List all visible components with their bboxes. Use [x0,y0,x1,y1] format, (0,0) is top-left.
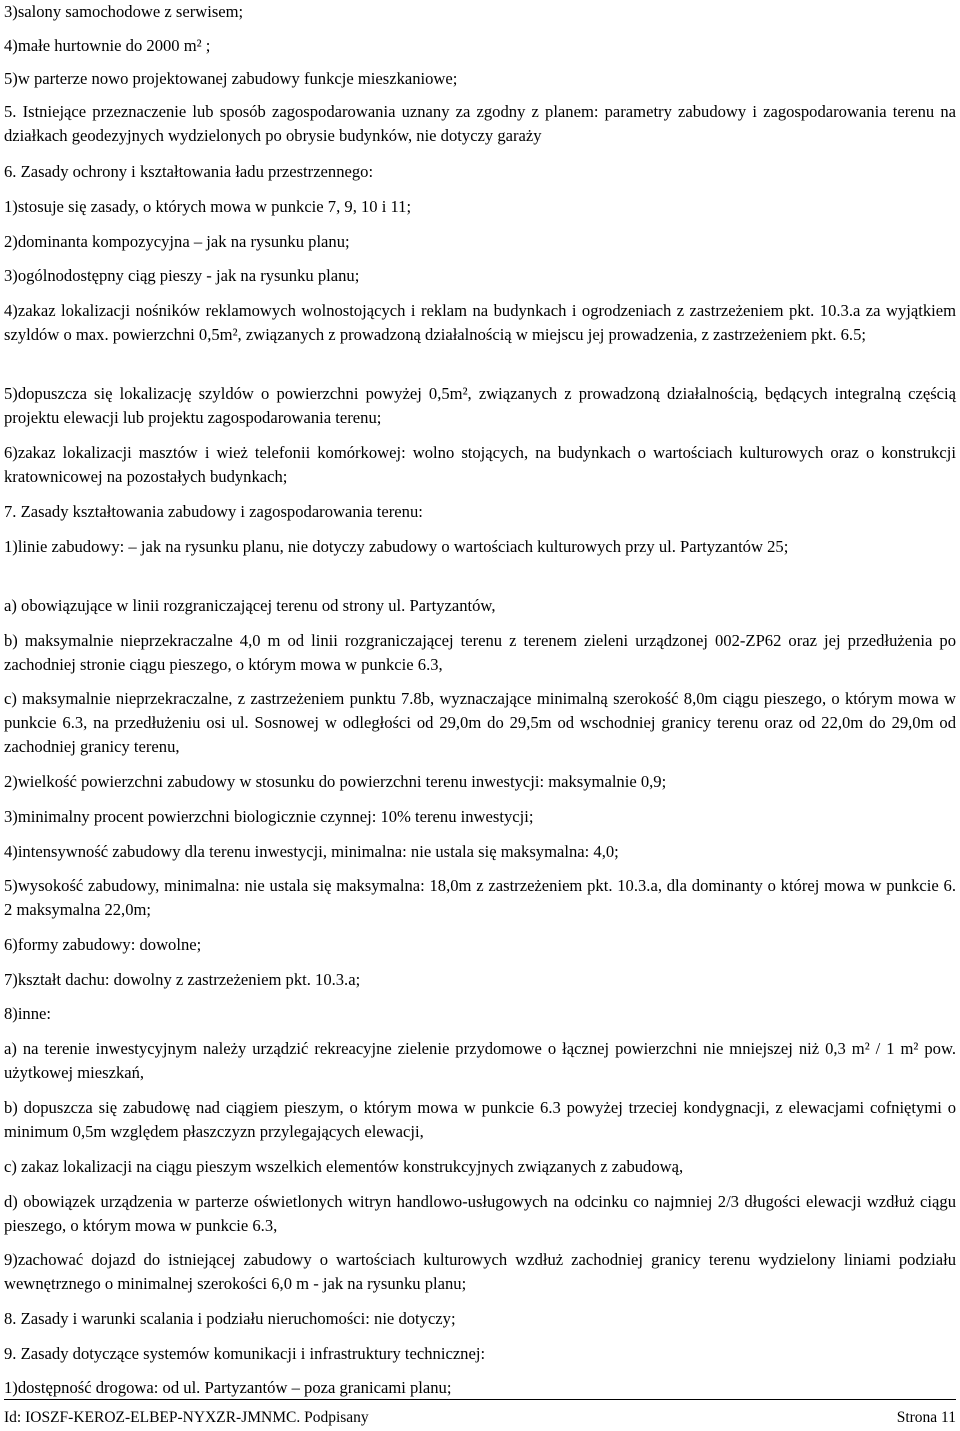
paragraph: b) maksymalnie nieprzekraczalne 4,0 m od linii rozgraniczającej terenu z terenem zieleni urządzonej 002-ZP62 oraz jej przedłużenia po zachodniej stronie ciągu pieszego, o którym mowa w punkcie 6.3, [4,631,956,674]
paragraph: 8)inne: [4,1004,52,1023]
paragraph: 9. Zasady dotyczące systemów komunikacji i infrastruktury technicznej: [4,1344,486,1363]
paragraph: 4)zakaz lokalizacji nośników reklamowych wolnostojących i reklam na budynkach i ogrodzeniach z zastrzeżeniem pkt. 10.3.a za wyjątkiem szyldów o max. powierzchni 0,5m², związanych z prowadzoną działalnością w miejscu jej prowadzenia, z zastrzeżeniem pkt. 6.5; [4,301,956,344]
paragraph: 7. Zasady kształtowania zabudowy i zagospodarowania terenu: [4,502,423,521]
paragraph: 7)kształt dachu: dowolny z zastrzeżeniem pkt. 10.3.a; [4,970,361,989]
paragraph: 4)intensywność zabudowy dla terenu inwestycji, minimalna: nie ustala się maksymalna: 4,0; [4,842,619,861]
paragraph: c) maksymalnie nieprzekraczalne, z zastrzeżeniem punktu 7.8b, wyznaczające minimalną szerokość 8,0m ciągu pieszego, o którym mowa w punkcie 6.3, na przedłużeniu osi ul. Sosnowej w odległości od 29,0m do 29,5m od wschodniej granicy terenu oraz od 22,0m do 29,0m od zachodniej granicy terenu, [4,689,956,756]
page-footer [4,1399,956,1428]
paragraph: 4)małe hurtownie do 2000 m² ; [4,36,211,55]
paragraph: 5. Istniejące przeznaczenie lub sposób zagospodarowania uznany za zgodny z planem: parametry zabudowy i zagospodarowania terenu na działkach geodezyjnych wydzielonych po obrysie budynków, nie dotyczy garaży [4,102,956,145]
paragraph: a) obowiązujące w linii rozgraniczającej terenu od strony ul. Partyzantów, [4,596,496,615]
paragraph: 3)minimalny procent powierzchni biologicznie czynnej: 10% terenu inwestycji; [4,807,534,826]
document-id: Id: IOSZF-KEROZ-ELBEP-NYXZR-JMNMC. Podpisany [4,1409,369,1426]
paragraph: 5)dopuszcza się lokalizację szyldów o powierzchni powyżej 0,5m², związanych z prowadzoną działalnością, będących integralną częścią projektu elewacji lub projektu zagospodarowania terenu; [4,384,956,427]
paragraph: 8. Zasady i warunki scalania i podziału nieruchomości: nie dotyczy; [4,1309,456,1328]
paragraph: b) dopuszcza się zabudowę nad ciągiem pieszym, o którym mowa w punkcie 6.3 powyżej trzeciej kondygnacji, z elewacjami cofniętymi o minimum 0,5m względem płaszczyzn przylegających elewacji, [4,1098,956,1141]
paragraph: 1)dostępność drogowa: od ul. Partyzantów – poza granicami planu; [4,1378,452,1397]
document-page [4,0,956,1431]
paragraph: d) obowiązek urządzenia w parterze oświetlonych witryn handlowo-usługowych na odcinku co najmniej 2/3 długości elewacji wzdłuż ciągu pieszego, o którym mowa w punkcie 6.3, [4,1192,956,1235]
paragraph: 3)salony samochodowe z serwisem; [4,2,244,21]
paragraph: 6)formy zabudowy: dowolne; [4,935,202,954]
paragraph: 1)linie zabudowy: – jak na rysunku planu, nie dotyczy zabudowy o wartościach kulturowych przy ul. Partyzantów 25; [4,537,789,556]
paragraph: 6. Zasady ochrony i kształtowania ładu przestrzennego: [4,162,374,181]
paragraph: 5)w parterze nowo projektowanej zabudowy funkcje mieszkaniowe; [4,69,458,88]
paragraph: 3)ogólnodostępny ciąg pieszy - jak na rysunku planu; [4,266,360,285]
paragraph: 2)dominanta kompozycyjna – jak na rysunku planu; [4,232,350,251]
paragraph: 2)wielkość powierzchni zabudowy w stosunku do powierzchni terenu inwestycji: maksymalnie 0,9; [4,772,667,791]
paragraph: c) zakaz lokalizacji na ciągu pieszym wszelkich elementów konstrukcyjnych związanych z zabudową, [4,1157,684,1176]
paragraph: 5)wysokość zabudowy, minimalna: nie ustala się maksymalna: 18,0m z zastrzeżeniem pkt. 10.3.a, dla dominanty o której mowa w punkcie 6. 2 maksymalna 22,0m; [4,876,956,919]
paragraph: 9)zachować dojazd do istniejącej zabudowy o wartościach kulturowych wzdłuż zachodniej granicy terenu wydzielony liniami podziału wewnętrznego o minimalnej szerokości 6,0 m - jak na rysunku planu; [4,1250,956,1293]
page-number: Strona 11 [896,1409,956,1426]
paragraph: a) na terenie inwestycyjnym należy urządzić rekreacyjne zielenie przydomowe o łącznej powierzchni nie mniejszej niż 0,3 m² / 1 m² pow. użytkowej mieszkań, [4,1039,956,1082]
paragraph: 1)stosuje się zasady, o których mowa w punkcie 7, 9, 10 i 11; [4,197,412,216]
paragraph: 6)zakaz lokalizacji masztów i wież telefonii komórkowej: wolno stojących, na budynkach o wartościach kulturowych oraz o konstrukcji kratownicowej na pozostałych budynkach; [4,443,956,486]
